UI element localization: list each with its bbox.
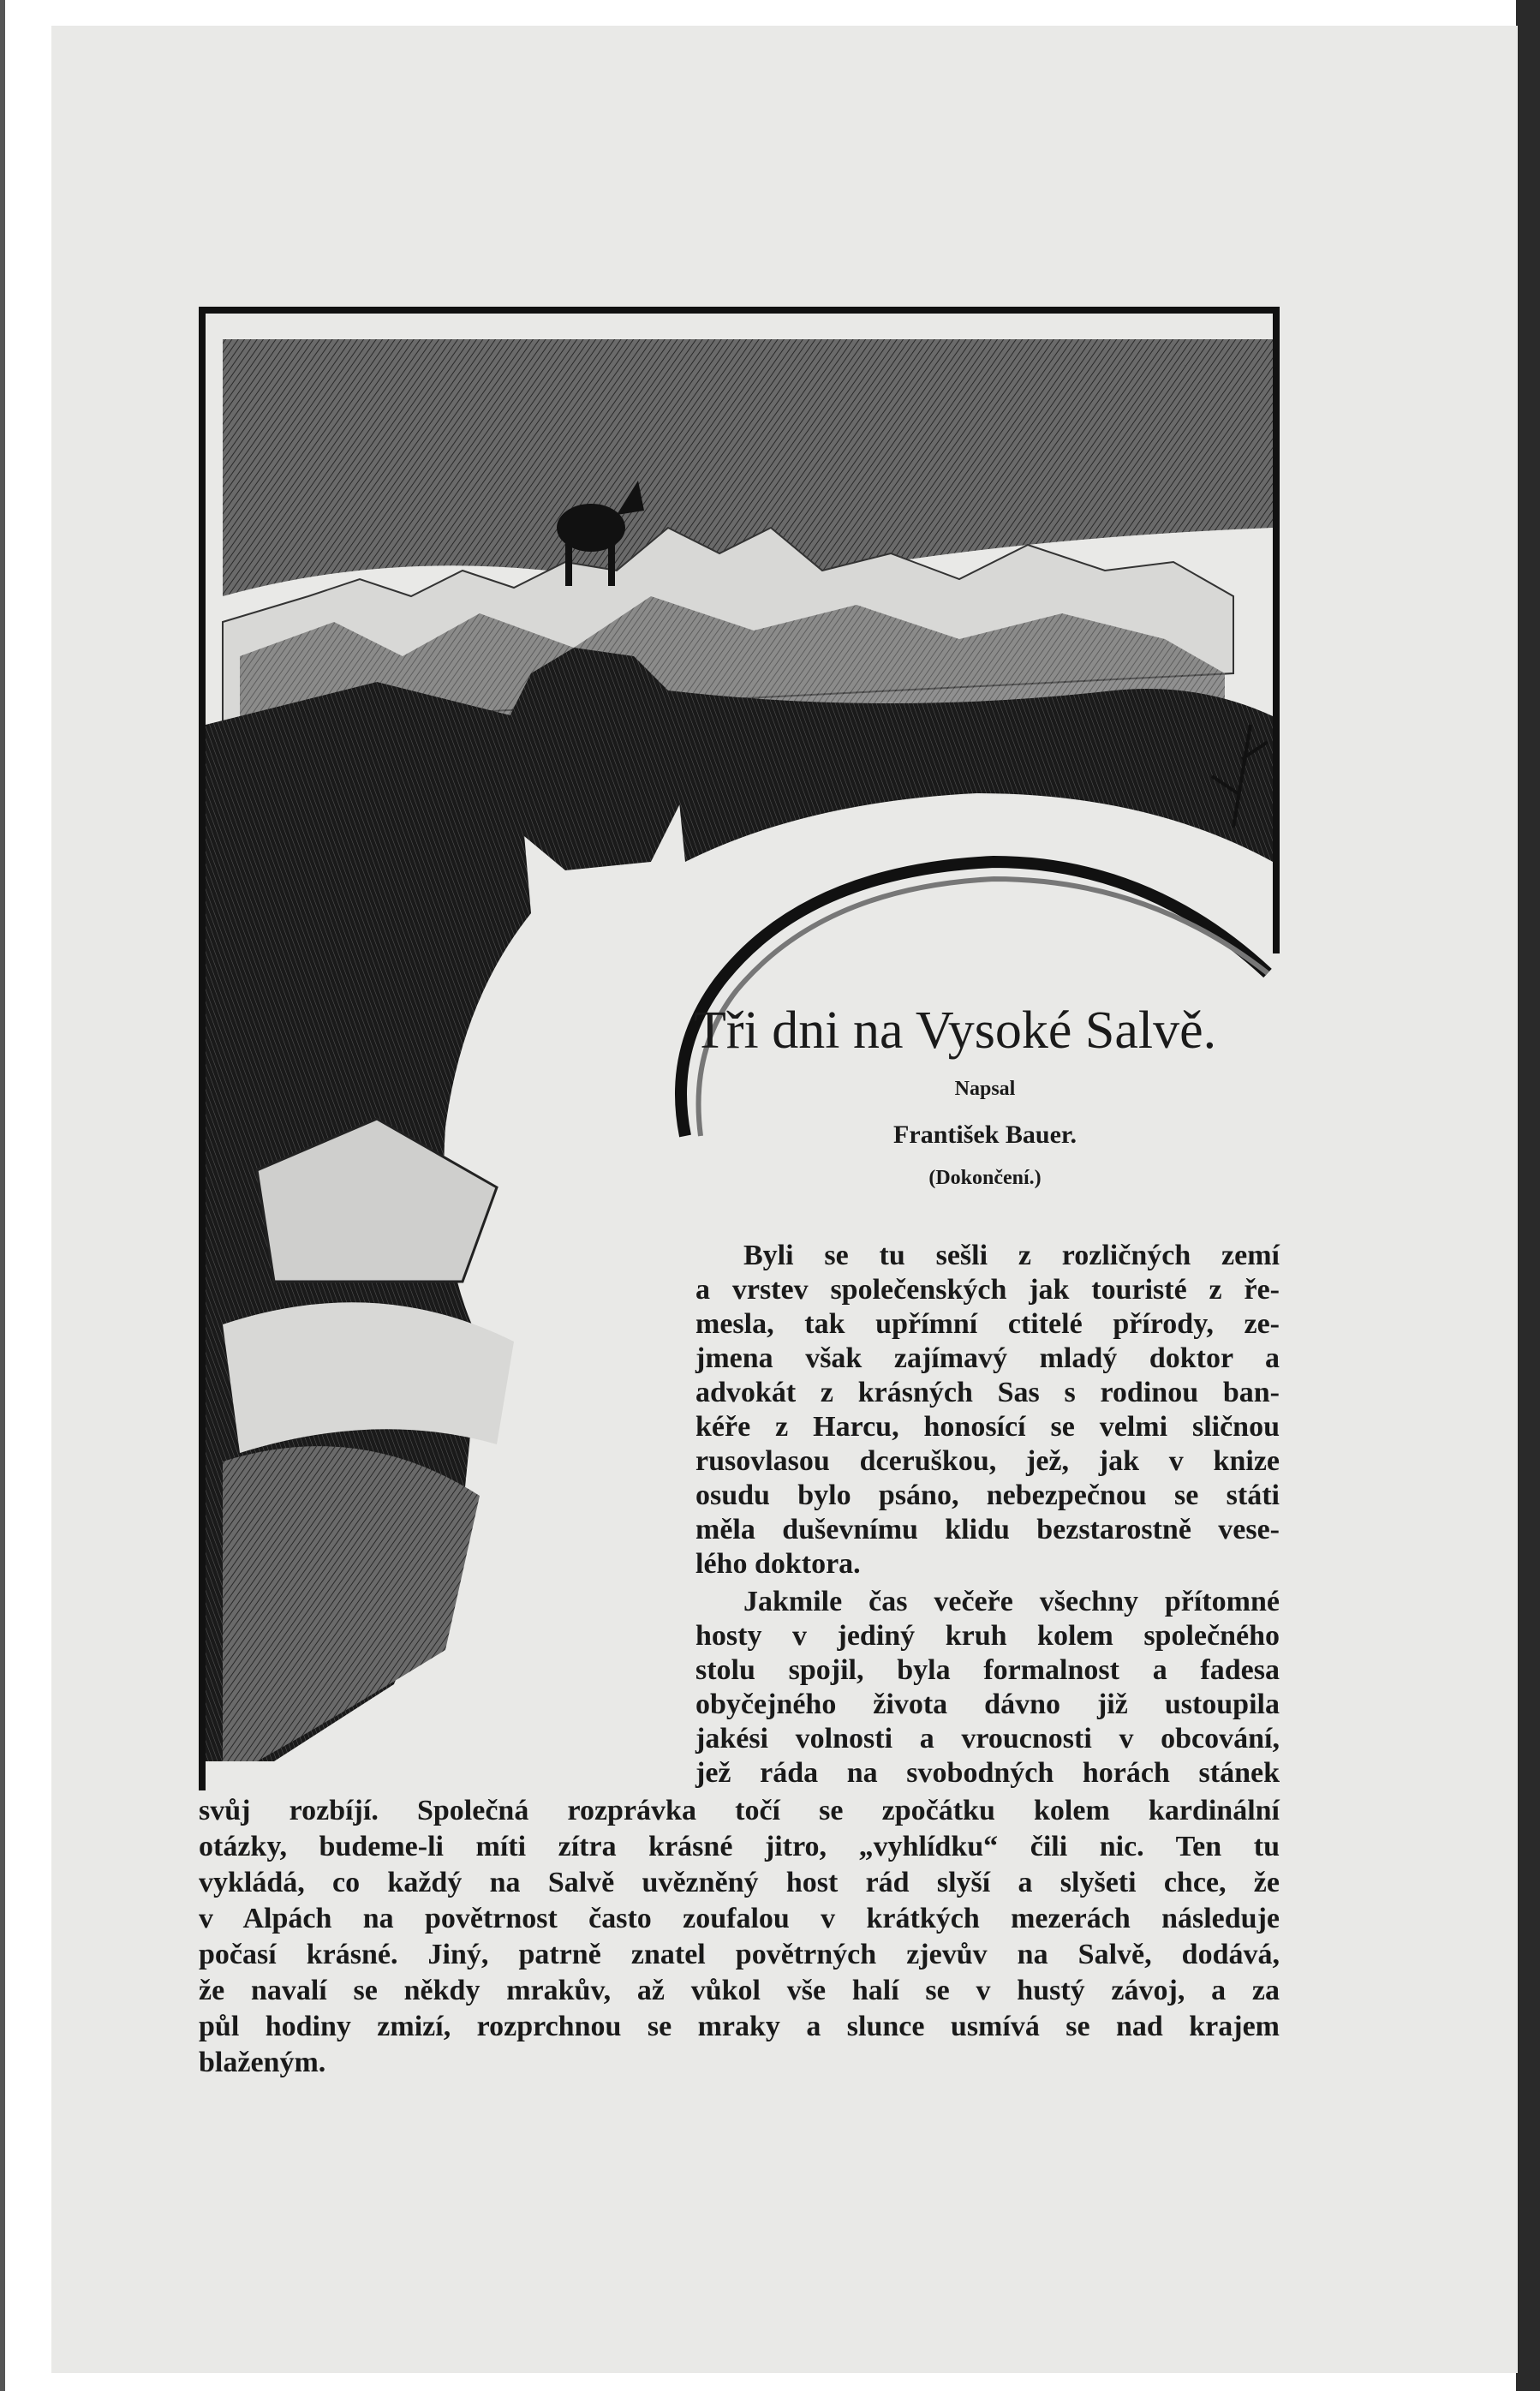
illustration-frame-left [199, 307, 206, 1790]
body-line: blaženým. [199, 2047, 326, 2078]
body-line: jež ráda na svobodných horách stánek [695, 1757, 1280, 1789]
body-line: půl hodiny zmizí, rozprchnou se mraky a slunce usmívá se nad krajem [199, 2011, 1280, 2042]
body-line: stolu spojil, byla formalnost a fadesa [695, 1654, 1280, 1686]
body-line: měla duševnímu klidu bezstarostně vese- [695, 1514, 1280, 1545]
body-line: svůj rozbíjí. Společná rozprávka točí se zpočátku kolem kardinální [199, 1795, 1280, 1826]
body-line: že navalí se někdy mrakův, až vůkol vše halí se v hustý závoj, a za [199, 1975, 1280, 2006]
body-line: hosty v jediný kruh kolem společného [695, 1620, 1280, 1652]
body-line: obyčejného života dávno již ustoupila [695, 1689, 1280, 1720]
body-line: advokát z krásných Sas s rodinou ban- [695, 1377, 1280, 1408]
body-line: jmena však zajímavý mladý doktor a [695, 1342, 1280, 1374]
body-line: jakési volnosti a vroucnosti v obcování, [695, 1723, 1280, 1754]
article-title: Tři dni na Vysoké Salvě. [694, 1001, 1217, 1060]
illustration-frame-top [199, 307, 1280, 314]
body-line: Jakmile čas večeře všechny přítomné [743, 1586, 1280, 1617]
body-line: rusovlasou dceruškou, jež, jak v knize [695, 1445, 1280, 1477]
body-line: Byli se tu sešli z rozličných zemí [743, 1240, 1280, 1271]
body-line: otázky, budeme-li míti zítra krásné jitro, „vyhlídku“ čili nic. Ten tu [199, 1831, 1280, 1862]
body-line: počasí krásné. Jiný, patrně znatel povětrných zjevův na Salvě, dodává, [199, 1939, 1280, 1970]
illustration-frame-right [1273, 307, 1280, 953]
body-line: osudu bylo psáno, nebezpečnou se státi [695, 1479, 1280, 1511]
body-line: kéře z Harcu, honosící se velmi sličnou [695, 1411, 1280, 1443]
continuation-note: (Dokončení.) [928, 1167, 1042, 1189]
body-line: mesla, tak upřímní ctitelé přírody, ze- [695, 1308, 1280, 1340]
byline-label: Napsal [954, 1078, 1016, 1100]
body-line: a vrstev společenských jak touristé z ře- [695, 1274, 1280, 1306]
author-name: František Bauer. [893, 1121, 1077, 1149]
body-line: v Alpách na povětrnost často zoufalou v krátkých mezerách následuje [199, 1903, 1280, 1934]
body-line: vykládá, co každý na Salvě uvězněný host rád slyší a slyšeti chce, že [199, 1867, 1280, 1898]
body-line: lého doktora. [695, 1548, 861, 1580]
